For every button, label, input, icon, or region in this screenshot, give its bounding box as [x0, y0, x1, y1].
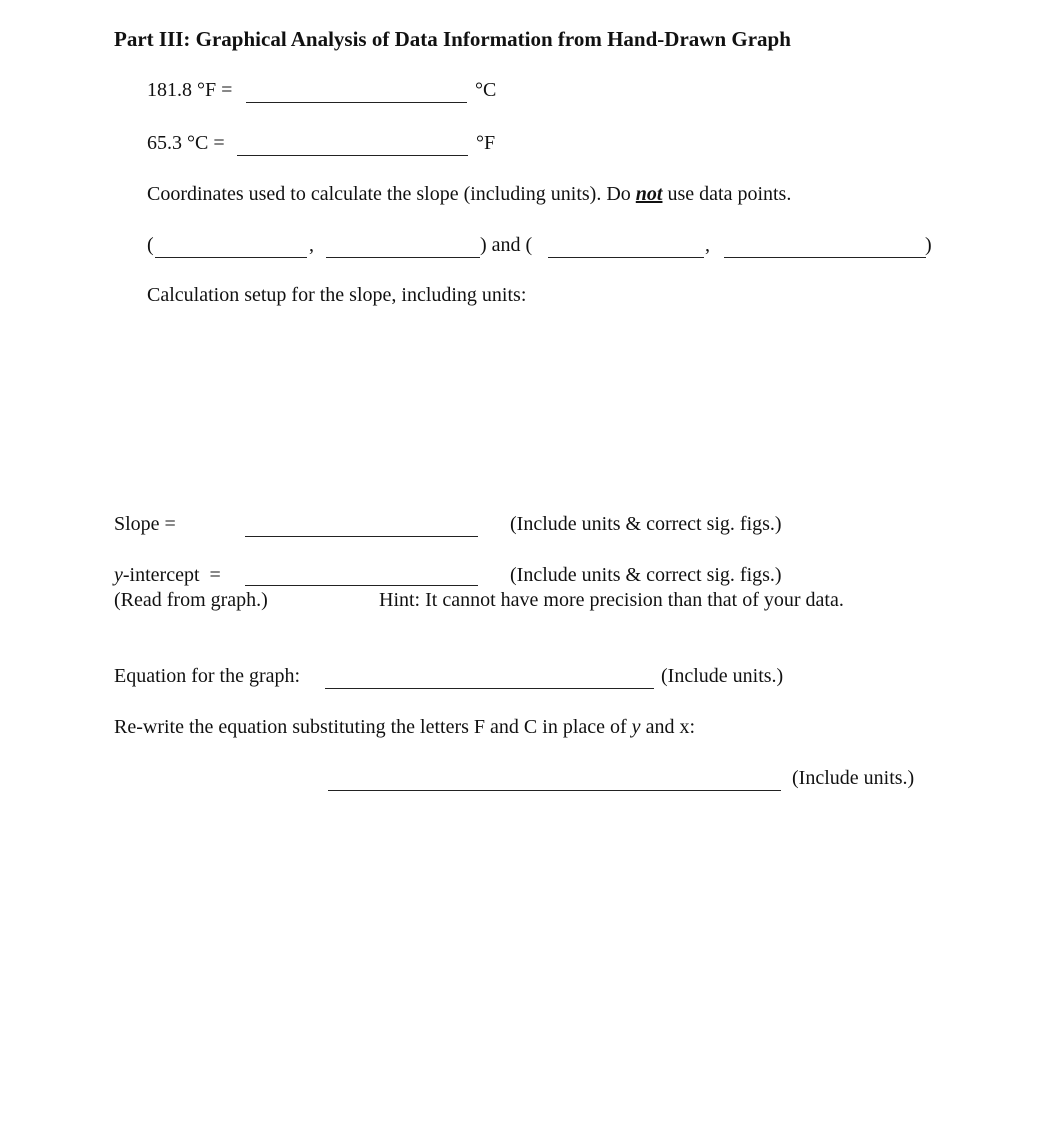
f-to-c-prefix: 181.8 °F = [147, 79, 233, 101]
f-to-c-unit: °C [475, 79, 497, 101]
coordinates-instruction-after: use data points. [667, 183, 792, 205]
intercept-sub-label: (Read from graph.) [114, 589, 268, 611]
c-to-f-unit: °F [476, 132, 496, 154]
coord-x2-blank[interactable] [548, 257, 704, 258]
coord-close-and: ) and ( [480, 234, 533, 256]
equation-label: Equation for the graph: [114, 665, 301, 687]
c-to-f-answer-blank[interactable] [237, 155, 468, 156]
intercept-label [114, 565, 221, 585]
intercept-hint: Hint: It cannot have more precision than that of your data. [379, 589, 844, 611]
rewrite-instruction [114, 717, 695, 737]
rewrite-text-after: and x: [645, 716, 695, 738]
calculation-work-area[interactable] [147, 315, 927, 495]
coord-open-paren-1: ( [147, 234, 154, 256]
coord-y2-blank[interactable] [724, 257, 926, 258]
slope-answer-blank[interactable] [245, 536, 478, 537]
coord-y1-blank[interactable] [326, 257, 480, 258]
equation-answer-blank[interactable] [325, 688, 654, 689]
equation-note: (Include units.) [661, 665, 784, 687]
rewrite-note: (Include units.) [792, 767, 915, 789]
intercept-label-rest: -intercept = [122, 564, 221, 586]
rewrite-text-italic: y [631, 716, 641, 738]
slope-note: (Include units & correct sig. figs.) [510, 513, 782, 535]
rewrite-text-before: Re-write the equation substituting the letters F and C in place of [114, 716, 627, 738]
page-title: Part III: Graphical Analysis of Data Information from Hand-Drawn Graph [114, 27, 791, 51]
c-to-f-prefix: 65.3 °C = [147, 132, 225, 154]
coord-comma-1: , [309, 234, 314, 256]
coord-x1-blank[interactable] [155, 257, 307, 258]
coordinates-instruction-emphasis: not [635, 183, 663, 205]
calculation-label: Calculation setup for the slope, including units: [147, 284, 527, 306]
slope-label: Slope = [114, 513, 176, 535]
intercept-note: (Include units & correct sig. figs.) [510, 564, 782, 586]
coord-close-paren-2: ) [925, 234, 932, 256]
f-to-c-answer-blank[interactable] [246, 102, 467, 103]
coordinates-instruction [147, 184, 791, 204]
coord-comma-2: , [705, 234, 710, 256]
intercept-answer-blank[interactable] [245, 585, 478, 586]
coordinates-instruction-before: Coordinates used to calculate the slope (including units). Do [147, 183, 631, 205]
rewrite-answer-blank[interactable] [328, 790, 781, 791]
intercept-label-italic: y [114, 564, 123, 586]
